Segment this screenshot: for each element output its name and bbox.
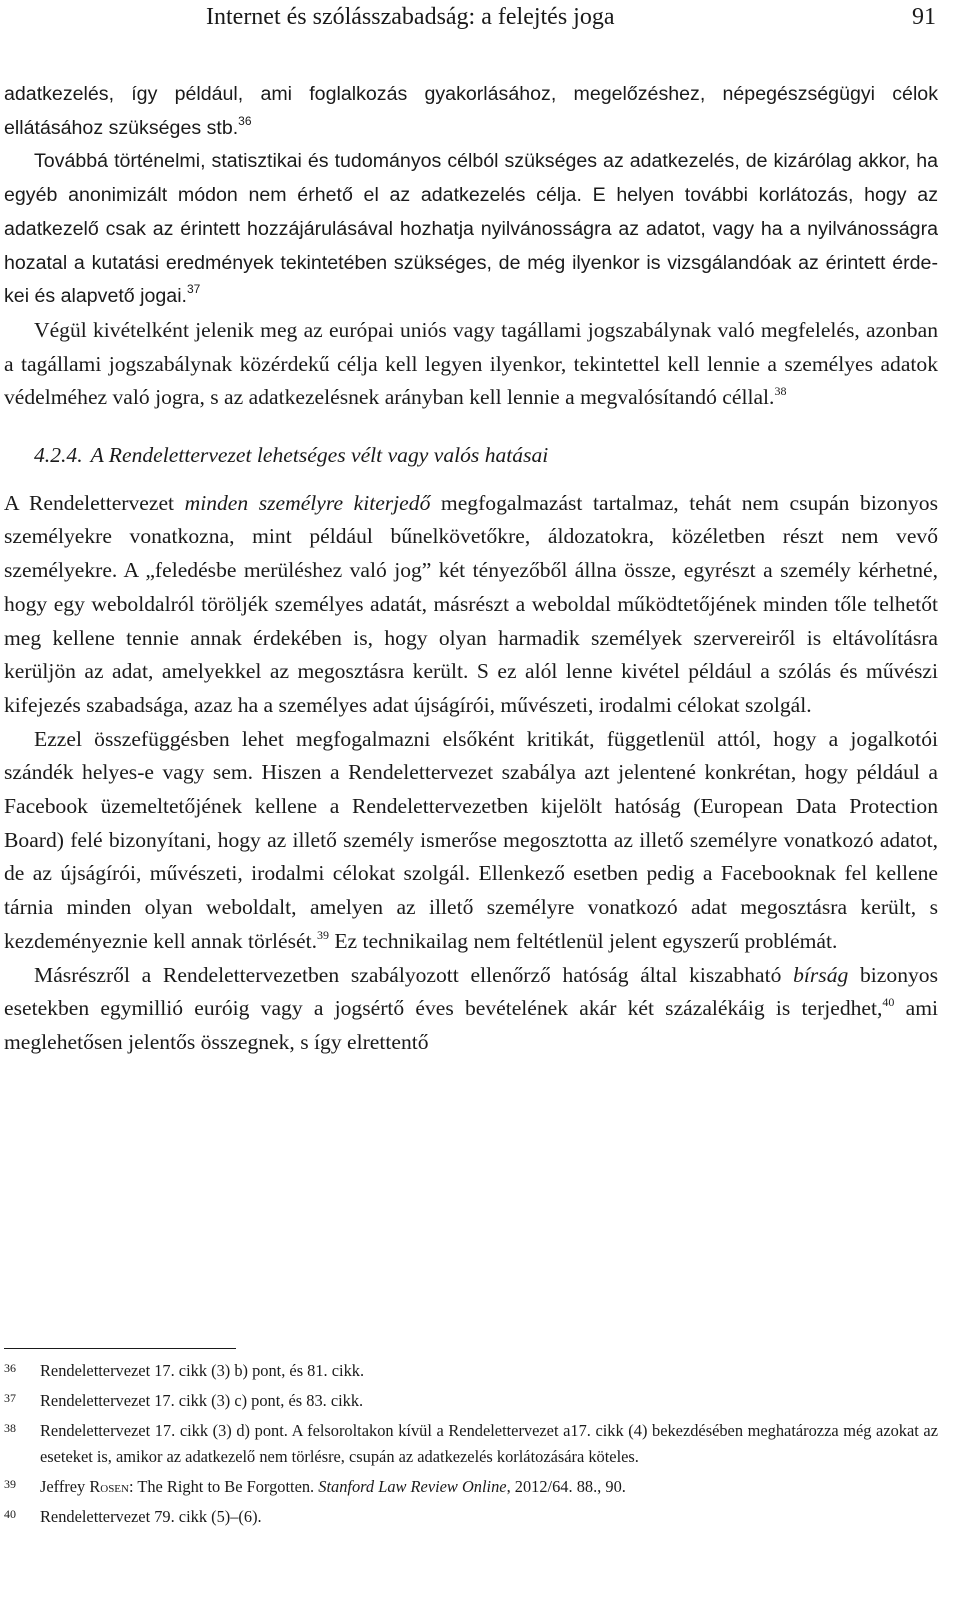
paragraph-1: adatkezelés, így például, ami foglalkozás gyakorlásához, megelőzéshez, népegészségügyi célok ellátásához szükséges stb.$^{36}$ <box>4 83 938 139</box>
footnote-number: 38 <box>4 1421 16 1435</box>
footnote-ref-38[interactable]: 38 <box>774 384 787 399</box>
footnote-text: Rendelettervezet 17. cikk (3) b) pont, és 81. cikk. <box>40 1361 365 1380</box>
footnote-text: Rendelettervezet 17. cikk (3) d) pont. A felsoroltakon kívül a Rendelettervezet a17. cikk (4) bekezdésében meghatározza még azokat az eseteket is, amikor az adatkezelő nem törlésre, csupán az adatkezelés korlátozására köteles. <box>40 1421 938 1466</box>
emphasis-birsag: bírság <box>793 962 849 987</box>
footnote-ref-39[interactable]: 39 <box>316 927 329 942</box>
journal-title: Stanford Law Review Online <box>318 1477 507 1496</box>
footnote-number: 40 <box>4 1507 16 1521</box>
footnote-number: 36 <box>4 1361 16 1375</box>
footnote-ref-36[interactable]: 36 <box>238 113 252 128</box>
footnote-separator <box>4 1348 236 1349</box>
footnote-number: 37 <box>4 1391 16 1405</box>
footnote-ref-40[interactable]: 40 <box>882 995 895 1010</box>
paragraph-2: Továbbá történelmi, statisztikai és tudományos célból szükséges az adatkezelés, de kizárólag akkor, ha egyéb anonimizált módon nem érhető el az adatkezelés célja. E helyen további korlátozás, hogy az adatkezelő csak az érintett hozzájárulásával hozhatja nyilvánosságra az adatot, vagy ha a nyilvánosságra hozatal a kutatási eredmények tekintetében szükséges, de még ilyenkor is vizsgálandóak az érintett érdekei és alapvető jogai.$^{37}$ <box>4 150 938 308</box>
paragraph-4: A Rendelettervezet minden személyre kiterjedő megfogalmazást tartalmaz, tehát nem csupán bizonyos személyekre vonatkozna, mint például bűnelkövetőkre, áldozatokra, közéletben részt nem vevő személyekre. A „feledésbe merüléshez való jog” két tényezőből állna össze, egyrészt a személy kérhetné, hogy egy weboldalról töröljék személyes adatát, másrészt a weboldal működtetőjének minden tőle telhetőt meg kellene tennie annak érdekében is, hogy olyan harmadik személyek szervereiről is eltávolításra kerüljön az adat, amelyekkel az megosztásra került. S ez alól lenne kivétel például a szólás és művészi kifejezés szabadsága, azaz ha a személyes adat újságírói, művészeti, irodalmi célokat szolgál. <box>4 490 938 717</box>
footnote-ref-37[interactable]: 37 <box>187 282 201 297</box>
footnote-text: Rendelettervezet 17. cikk (3) c) pont, és 83. cikk. <box>40 1391 364 1410</box>
footnote-number: 39 <box>4 1477 16 1491</box>
running-head <box>0 2 960 32</box>
footnote-38 <box>4 1418 938 1470</box>
footnotes <box>4 1358 938 1534</box>
body-text <box>4 78 938 1060</box>
footnote-37 <box>4 1388 938 1414</box>
emphasis-minden-szemelyre: minden személyre kiterjedő <box>184 490 431 515</box>
paragraph-3: Végül kivételként jelenik meg az európai uniós vagy tagállami jogszabálynak való megfelelés, azonban a tagállami jogszabálynak közérdekű célja kell legyen ilyenkor, tekintettel kell lennie a személyes adatok védelméhez való jogra, s az adatkezelésnek arányban kell lennie a megvalósítandó céllal.$^{38}$ <box>4 317 938 410</box>
section-title: A Rendelettervezet lehetséges vélt vagy valós hatásai <box>90 443 549 468</box>
paragraph-6: Másrészről a Rendelettervezetben szabályozott ellenőrző hatóság által kiszabható bírság bizonyos esetekben egymillió euróig vagy a jogsértő éves bevételének akár két százalékáig is terjedhet,$^{40}$ ami meglehetősen jelentős összegnek, s így elrettentő <box>4 962 938 1054</box>
section-number: 4.2.4. <box>34 443 83 468</box>
page-number: 91 <box>912 4 936 30</box>
footnote-text: Rendelettervezet 79. cikk (5)–(6). <box>40 1507 262 1526</box>
footnote-36 <box>4 1358 938 1384</box>
running-head-title: Internet és szólásszabadság: a felejtés joga <box>206 4 615 30</box>
paragraph-5: Ezzel összefüggésben lehet megfogalmazni elsőként kritikát, függetlenül attól, hogy a jogalkotói szándék helyes-e vagy sem. Hiszen a Rendelettervezet szabálya azt jelentené konkrétan, hogy például a Facebook üzemeltetőjének kellene a Rendelettervezetben kijelölt hatóság (European Data Protection Board) felé bizonyítani, hogy az illető személy ismerőse megosztotta az illető személyre vonatkozó adatot, de az újságírói, művészeti, irodalmi célokat szolgál. Ellenkező esetben pedig a Facebooknak fel kellene tárnia minden olyan weboldalt, amelyen az illető személyre vonatkozó adat megosztásra került, s kezdeményeznie kell annak törlését.$^{39}$ Ez technikailag nem feltétlenül jelent egyszerű problémát. <box>4 726 938 953</box>
footnote-39: 39 Jeffrey Rosen: The Right to Be Forgotten. Stanford Law Review Online, 2012/64. 88., 90. <box>4 1474 938 1500</box>
footnote-40 <box>4 1504 938 1530</box>
author-surname: Rosen <box>89 1477 129 1496</box>
section-heading <box>4 439 938 473</box>
